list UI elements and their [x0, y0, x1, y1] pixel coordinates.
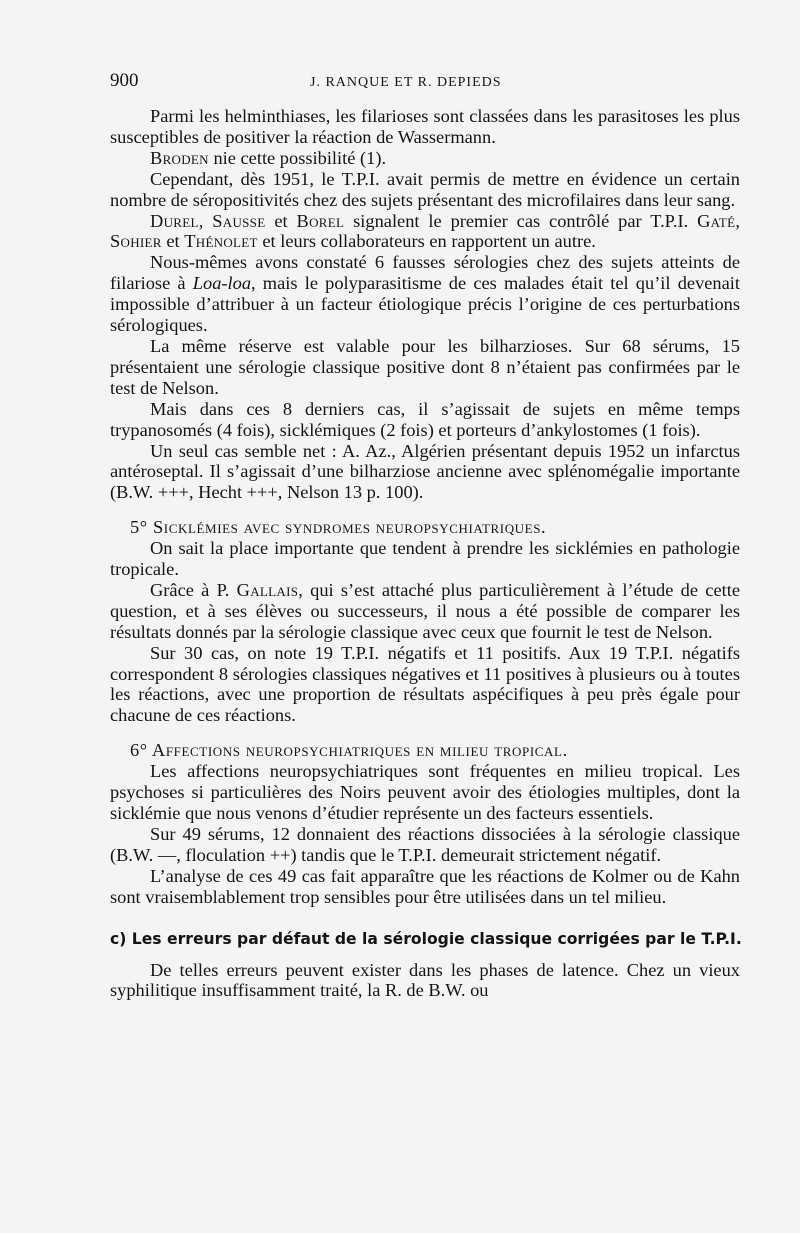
author-name: Durel [150, 210, 199, 231]
running-header [110, 70, 740, 96]
paragraph-affections-intro: Les affections neuropsychiatriques sont fréquentes en milieu tropical. Les psychoses si particulières des Noirs peuvent avoir des étiologies multiples, dont la sicklémie que nous venons d’étudier représente un des facteurs essentiels. [110, 761, 740, 823]
paragraph-loa-loa [110, 252, 740, 336]
paragraph-text: nie cette possibilité (1). [208, 147, 387, 168]
paragraph-durel-sausse-borel [110, 211, 740, 253]
paragraph-text: et [161, 231, 185, 252]
paragraph-telles-erreurs: De telles erreurs peuvent exister dans les phases de latence. Chez un vieux syphilitique insuffisamment traité, la R. de B.W. ou [110, 959, 740, 1001]
paragraph-quarante-neuf-serums: Sur 49 sérums, 12 donnaient des réactions dissociées à la sérologie classique (B.W. —, floculation ++) tandis que le T.P.I. demeurait strictement négatif. [110, 823, 740, 865]
paragraph-cependant: Cependant, dès 1951, le T.P.I. avait permis de mettre en évidence un certain nombre de séropositivités chez des sujets présentant des microfilaires dans leur sang. [110, 168, 740, 210]
paragraph-text: Grâce à P. [150, 579, 237, 600]
paragraph-text: et leurs collaborateurs en rapportent un autre. [257, 231, 596, 252]
paragraph-filarioses-intro: Parmi les helminthiases, les filarioses sont classées dans les parasitoses les plus susceptibles de positiver la réaction de Wassermann. [110, 106, 740, 147]
paragraph-trente-cas: Sur 30 cas, on note 19 T.P.I. négatifs et 11 positifs. Aux 19 T.P.I. négatifs correspondent 8 sérologies classiques négatives et 11 positives à plusieurs ou à toutes les réactions, avec une proportion de résultats aspécifiques à peu près égale pour chacune de ces réactions. [110, 642, 740, 726]
section-heading-affections: 6° Affections neuropsychiatriques en milieu tropical. [130, 740, 568, 761]
paragraph-text: , qui s’est attaché plus particulièrement à l’étude de cette question, et à ses élèves ou successeurs, il nous a été possible de comparer les résultats donnés par la sérologie classique avec ceux que fournit le test de Nelson. [110, 579, 740, 642]
paragraph-gallais [110, 580, 740, 643]
species-name: Loa-loa [192, 273, 252, 294]
author-name: Borel [296, 210, 345, 231]
paragraph-text: , mais le polyparasitisme de ces malades était tel qu’il devenait impossible d’attribuer à un facteur étiologique précis l’origine de ces perturbations sérologiques. [110, 273, 740, 336]
author-name: Thénolet [184, 231, 258, 252]
paragraph-broden [110, 148, 740, 169]
running-head-authors: J. RANQUE ET R. DEPIEDS [310, 75, 502, 90]
author-name: Sausse [212, 210, 266, 231]
body-text [110, 106, 740, 1001]
paragraph-text: signalent le premier cas contrôlé par T.P.I. [344, 210, 698, 231]
paragraph-text: , [198, 210, 213, 231]
section-heading-sicklemies: 5° Sicklémies avec syndromes neuropsychiatriques. [130, 517, 547, 538]
author-name: Sohier [110, 231, 162, 252]
page-number: 900 [110, 70, 139, 91]
paragraph-huit-derniers-cas: Mais dans ces 8 derniers cas, il s’agissait de sujets en même temps trypanosomés (4 fois), sicklémiques (2 fois) et porteurs d’ankylostomes (1 fois). [110, 398, 740, 440]
paragraph-analyse: L’analyse de ces 49 cas fait apparaître que les réactions de Kolmer ou de Kahn sont vraisemblablement trop sensibles pour être utilisées dans un tel milieu. [110, 865, 740, 907]
paragraph-bilharzioses: La même réserve est valable pour les bilharzioses. Sur 68 sérums, 15 présentaient une sérologie classique positive dont 8 n’étaient pas confirmées par le test de Nelson. [110, 335, 740, 398]
paragraph-text: et [265, 210, 297, 231]
paragraph-text: , [735, 210, 741, 231]
author-name: Gaté [697, 210, 736, 231]
author-name: Broden [150, 147, 209, 168]
paragraph-text: Nous-mêmes avons constaté 6 fausses sérologies chez des sujets atteints de filariose à [110, 252, 740, 294]
paragraph-cas-net: Un seul cas semble net : A. Az., Algérien présentant depuis 1952 un infarctus antéroseptal. Il s’agissait d’une bilharziose ancienne avec splénomégalie importante (B.W. +++, Hecht +++, Nelson 13 p. 100). [110, 440, 740, 503]
paragraph-sicklemies-intro: On sait la place importante que tendent à prendre les sicklémies en pathologie tropicale. [110, 538, 740, 580]
subsection-heading-erreurs-par-defaut: c) Les erreurs par défaut de la sérologie classique corrigées par le T.P.I. [110, 929, 742, 948]
author-name: Gallais [236, 579, 299, 600]
